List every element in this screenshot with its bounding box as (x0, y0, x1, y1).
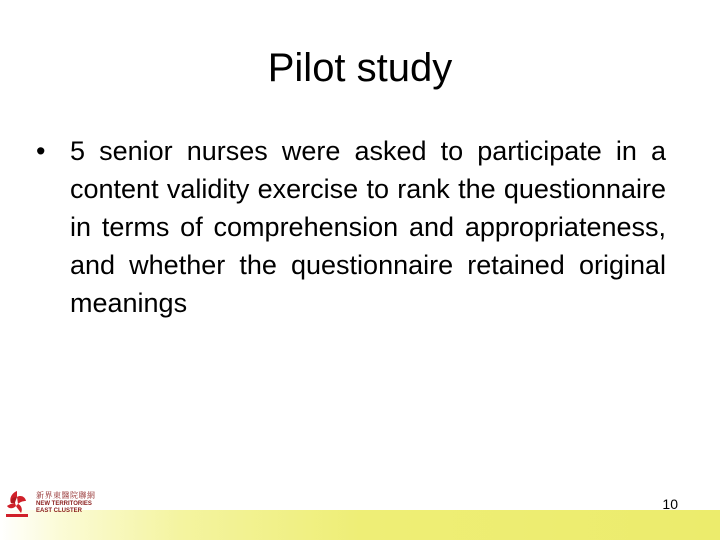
logo-english-text (36, 501, 92, 515)
bullet-text: 5 senior nurses were asked to participate in a content validity exercise to rank the questionnaire in terms of comprehension and appropriateness, and whether the questionnaire retained original meanings (70, 136, 666, 318)
logo-english-line1: NEW TERRITORIES (36, 501, 92, 507)
bullet-list (36, 132, 666, 322)
footer-band (0, 510, 720, 540)
bauhinia-flower-icon (6, 489, 28, 519)
bullet-item (36, 132, 666, 322)
slide-title: Pilot study (267, 46, 453, 90)
hospital-cluster-logo (6, 489, 96, 523)
logo-chinese-text: 新界東醫院聯網 (36, 491, 96, 500)
bullet-glyph: • (36, 136, 46, 166)
slide-number: 10 (662, 496, 678, 512)
logo-english-line2: EAST CLUSTER (36, 508, 83, 514)
